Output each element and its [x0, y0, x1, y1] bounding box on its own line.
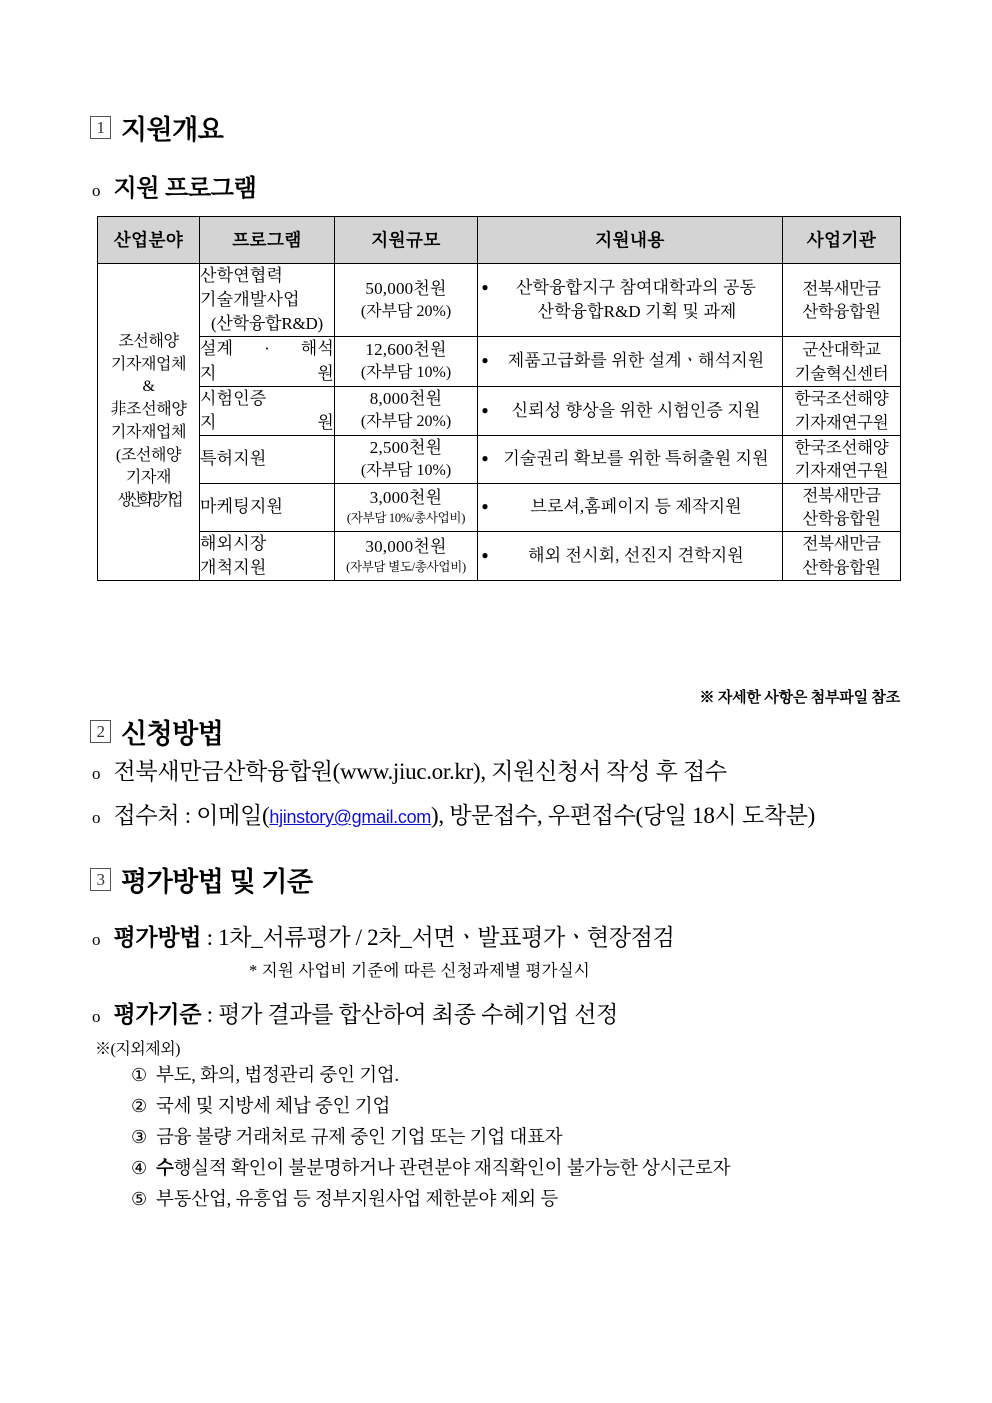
content-line-1: 브로셔,홈페이지 등 제작지원	[530, 497, 742, 517]
list-item-rest: 금융 불량 거래처로 규제 중인 기업 또는 기업 대표자	[155, 1128, 563, 1148]
list-item-number: ①	[131, 1065, 147, 1085]
support-scale-cell	[335, 531, 478, 580]
section-number-box-3: 3	[90, 868, 111, 891]
program-name-cell	[200, 531, 335, 580]
list-item-rest: 부도, 화의, 법정관리 중인 기업.	[155, 1066, 399, 1086]
industry-field-cell	[98, 264, 200, 581]
scale-amount: 3,000천원	[369, 488, 443, 508]
support-content-cell	[478, 483, 783, 531]
list-item-text	[156, 1092, 390, 1118]
organization-cell	[783, 337, 901, 386]
list-item-text	[156, 1123, 563, 1149]
bullet-dot-icon: ●	[481, 451, 489, 466]
bullet-circle-icon: o	[92, 930, 101, 949]
col-header-scale: 지원규모	[335, 217, 478, 264]
evaluation-method-line	[92, 919, 675, 952]
organization-cell	[783, 483, 901, 531]
list-item-text	[156, 1061, 399, 1087]
bullet-circle-icon: o	[92, 764, 101, 783]
list-item-number: ④	[131, 1158, 147, 1178]
scale-sub: (자부담 별도/총사업비)	[346, 559, 466, 574]
list-item	[131, 1061, 730, 1087]
exclusion-list	[131, 1061, 730, 1216]
program-line-2: 개척지원	[200, 557, 267, 577]
field-line-1: 기자재업체	[110, 355, 187, 373]
organization-cell	[783, 435, 901, 483]
scale-amount: 12,600천원	[365, 340, 447, 360]
org-line-2: 기술혁신센터	[794, 363, 889, 383]
section-number-box-1: 1	[90, 116, 111, 139]
scale-sub: (자부담 10%/총사업비)	[346, 511, 466, 526]
support-content-cell	[478, 386, 783, 435]
list-item-number: ③	[131, 1127, 147, 1147]
content-line-1: 해외 전시회, 선진지 견학지원	[528, 545, 744, 565]
program-line-1: 해외시장	[200, 533, 267, 553]
table-row	[98, 483, 901, 531]
field-line-squeezed: 생산희망기업	[117, 492, 180, 510]
evaluation-method-label: 평가방법	[113, 925, 202, 950]
support-program-table	[97, 216, 901, 581]
list-item-text	[156, 1154, 730, 1180]
program-line-2: 지 원	[200, 412, 334, 432]
scale-amount: 2,500천원	[369, 437, 443, 457]
bullet-dot-icon: ●	[481, 280, 489, 295]
org-line-2: 기자재연구원	[794, 461, 889, 481]
program-line-1: 시험인증	[200, 388, 267, 408]
apply-line-2-before: 접수처 : 이메일(	[113, 803, 270, 828]
table-row	[98, 264, 901, 337]
table-footnote: ※ 자세한 사항은 첨부파일 참조	[699, 690, 900, 706]
list-item-bold: 수	[155, 1159, 174, 1179]
bullet-circle-icon: o	[92, 1007, 101, 1026]
apply-line-2-text	[114, 797, 816, 830]
col-header-field: 산업분야	[98, 217, 200, 264]
list-item-text	[156, 1185, 558, 1211]
table-row	[98, 386, 901, 435]
support-scale-cell	[335, 386, 478, 435]
bullet-dot-icon: ●	[481, 353, 489, 368]
list-item	[131, 1092, 730, 1118]
list-item	[131, 1154, 730, 1180]
content-line-1: 신뢰성 향상을 위한 시험인증 지원	[511, 400, 761, 420]
org-line-1: 한국조선해양	[794, 437, 889, 457]
field-line-2: &	[142, 378, 155, 396]
evaluation-method-note: * 지원 사업비 기준에 따른 신청과제별 평가실시	[249, 961, 591, 980]
program-subheading-label: 지원 프로그램	[113, 176, 257, 202]
content-line-1: 제품고급화를 위한 설계ㆍ해석지원	[507, 351, 765, 371]
org-line-2: 산학융합원	[802, 302, 881, 322]
org-line-1: 전북새만금	[802, 534, 881, 554]
apply-line-1	[92, 753, 727, 786]
program-subheading	[92, 168, 257, 203]
program-name-cell	[200, 337, 335, 386]
section-heading-3	[90, 860, 313, 899]
table-row	[98, 531, 901, 580]
list-item-number: ②	[131, 1096, 147, 1116]
bullet-dot-icon: ●	[481, 499, 489, 514]
evaluation-criteria-label: 평가기준	[113, 1002, 202, 1027]
table-row	[98, 337, 901, 386]
apply-line-1-before: 전북새만금산학융합원(	[113, 759, 341, 784]
organization-cell	[783, 531, 901, 580]
program-line-1: 마케팅지원	[200, 497, 284, 517]
exclusion-heading: ※(지외제외)	[95, 1041, 180, 1058]
evaluation-criteria-text	[114, 996, 619, 1029]
apply-line-1-text	[114, 753, 727, 786]
field-line-3: 非조선해양	[110, 401, 187, 419]
field-line-6: 기자재	[125, 469, 172, 487]
scale-amount: 50,000천원	[365, 278, 447, 298]
scale-sub: (자부담 10%)	[360, 364, 452, 382]
section-title-2: 신청방법	[121, 719, 224, 749]
support-scale-cell	[335, 337, 478, 386]
field-line-0: 조선해양	[118, 333, 179, 351]
section-heading-1	[90, 108, 223, 147]
section-number-box-2: 2	[90, 720, 111, 743]
section-title-1: 지원개요	[121, 115, 224, 145]
program-line-plain: (산학융합R&D)	[210, 314, 324, 334]
support-content-cell	[478, 531, 783, 580]
organization-cell	[783, 386, 901, 435]
table-header-row	[98, 217, 901, 264]
bullet-dot-icon: ●	[481, 547, 489, 562]
bullet-circle-icon: o	[92, 808, 101, 827]
list-item-rest: 행실적 확인이 불분명하거나 관련분야 재직확인이 불가능한 상시근로자	[173, 1159, 731, 1179]
support-scale-cell	[335, 435, 478, 483]
contact-email-link[interactable]: hjinstory@gmail.com	[269, 807, 431, 827]
org-line-2: 산학융합원	[802, 557, 881, 577]
evaluation-criteria-value: : 평가 결과를 합산하여 최종 수혜기업 선정	[201, 1002, 619, 1027]
list-item-number: ⑤	[131, 1189, 147, 1209]
org-line-1: 군산대학교	[802, 340, 881, 360]
content-line-2: 산학융합R&D 기획 및 과제	[537, 302, 737, 322]
table-row	[98, 435, 901, 483]
program-name-cell	[200, 435, 335, 483]
col-header-program: 프로그램	[200, 217, 335, 264]
program-line-1: 산학연협력	[200, 266, 284, 285]
bullet-dot-icon: ●	[481, 402, 489, 417]
scale-sub: (자부담 10%)	[360, 462, 452, 479]
section-heading-2	[90, 712, 223, 751]
field-line-5: (조선해양	[115, 446, 182, 464]
field-line-4: 기자재업체	[110, 423, 187, 441]
bullet-circle-icon: o	[92, 181, 101, 200]
content-line-1: 기술권리 확보를 위한 특허출원 지원	[503, 449, 769, 469]
program-line-2: 기술개발사업	[200, 290, 300, 310]
evaluation-method-value: : 1차_서류평가 / 2차_서면ㆍ발표평가ㆍ현장점검	[201, 925, 675, 950]
program-line-2: 지 원	[200, 363, 334, 383]
apply-line-1-after: ), 지원신청서 작성 후 접수	[472, 759, 727, 784]
content-line-1: 산학융합지구 참여대학과의 공동	[515, 278, 756, 298]
evaluation-criteria-line	[92, 996, 618, 1029]
support-scale-cell	[335, 264, 478, 337]
apply-line-2-after: ), 방문접수, 우편접수(당일 18시 도착분)	[430, 803, 816, 828]
org-line-1: 한국조선해양	[794, 389, 889, 409]
org-line-1: 전북새만금	[802, 278, 881, 298]
col-header-content: 지원내용	[478, 217, 783, 264]
apply-line-2	[92, 797, 815, 830]
support-content-cell	[478, 264, 783, 337]
org-line-2: 산학융합원	[802, 509, 881, 529]
evaluation-method-text	[114, 919, 675, 952]
program-name-cell	[200, 483, 335, 531]
program-name-cell	[200, 264, 335, 337]
list-item-rest: 부동산업, 유흥업 등 정부지원사업 제한분야 제외 등	[155, 1190, 559, 1210]
support-scale-cell	[335, 483, 478, 531]
scale-sub: (자부담 20%)	[360, 413, 452, 431]
support-content-cell	[478, 337, 783, 386]
list-item	[131, 1123, 730, 1149]
program-name-cell	[200, 386, 335, 435]
organization-cell	[783, 264, 901, 337]
org-line-1: 전북새만금	[802, 485, 881, 505]
list-item	[131, 1185, 730, 1211]
program-line-1: 설계 · 해석	[200, 339, 334, 359]
scale-amount: 8,000천원	[369, 389, 443, 409]
scale-sub: (자부담 20%)	[360, 302, 452, 320]
org-line-2: 기자재연구원	[794, 412, 889, 432]
col-header-org: 사업기관	[783, 217, 901, 264]
support-program-table-wrap	[97, 216, 900, 581]
program-line-1: 특허지원	[200, 449, 267, 469]
apply-website-url: www.jiuc.or.kr	[340, 759, 473, 784]
support-content-cell	[478, 435, 783, 483]
scale-amount: 30,000천원	[365, 536, 447, 556]
list-item-rest: 국세 및 지방세 체납 중인 기업	[155, 1097, 391, 1117]
section-title-3: 평가방법 및 기준	[121, 867, 313, 897]
